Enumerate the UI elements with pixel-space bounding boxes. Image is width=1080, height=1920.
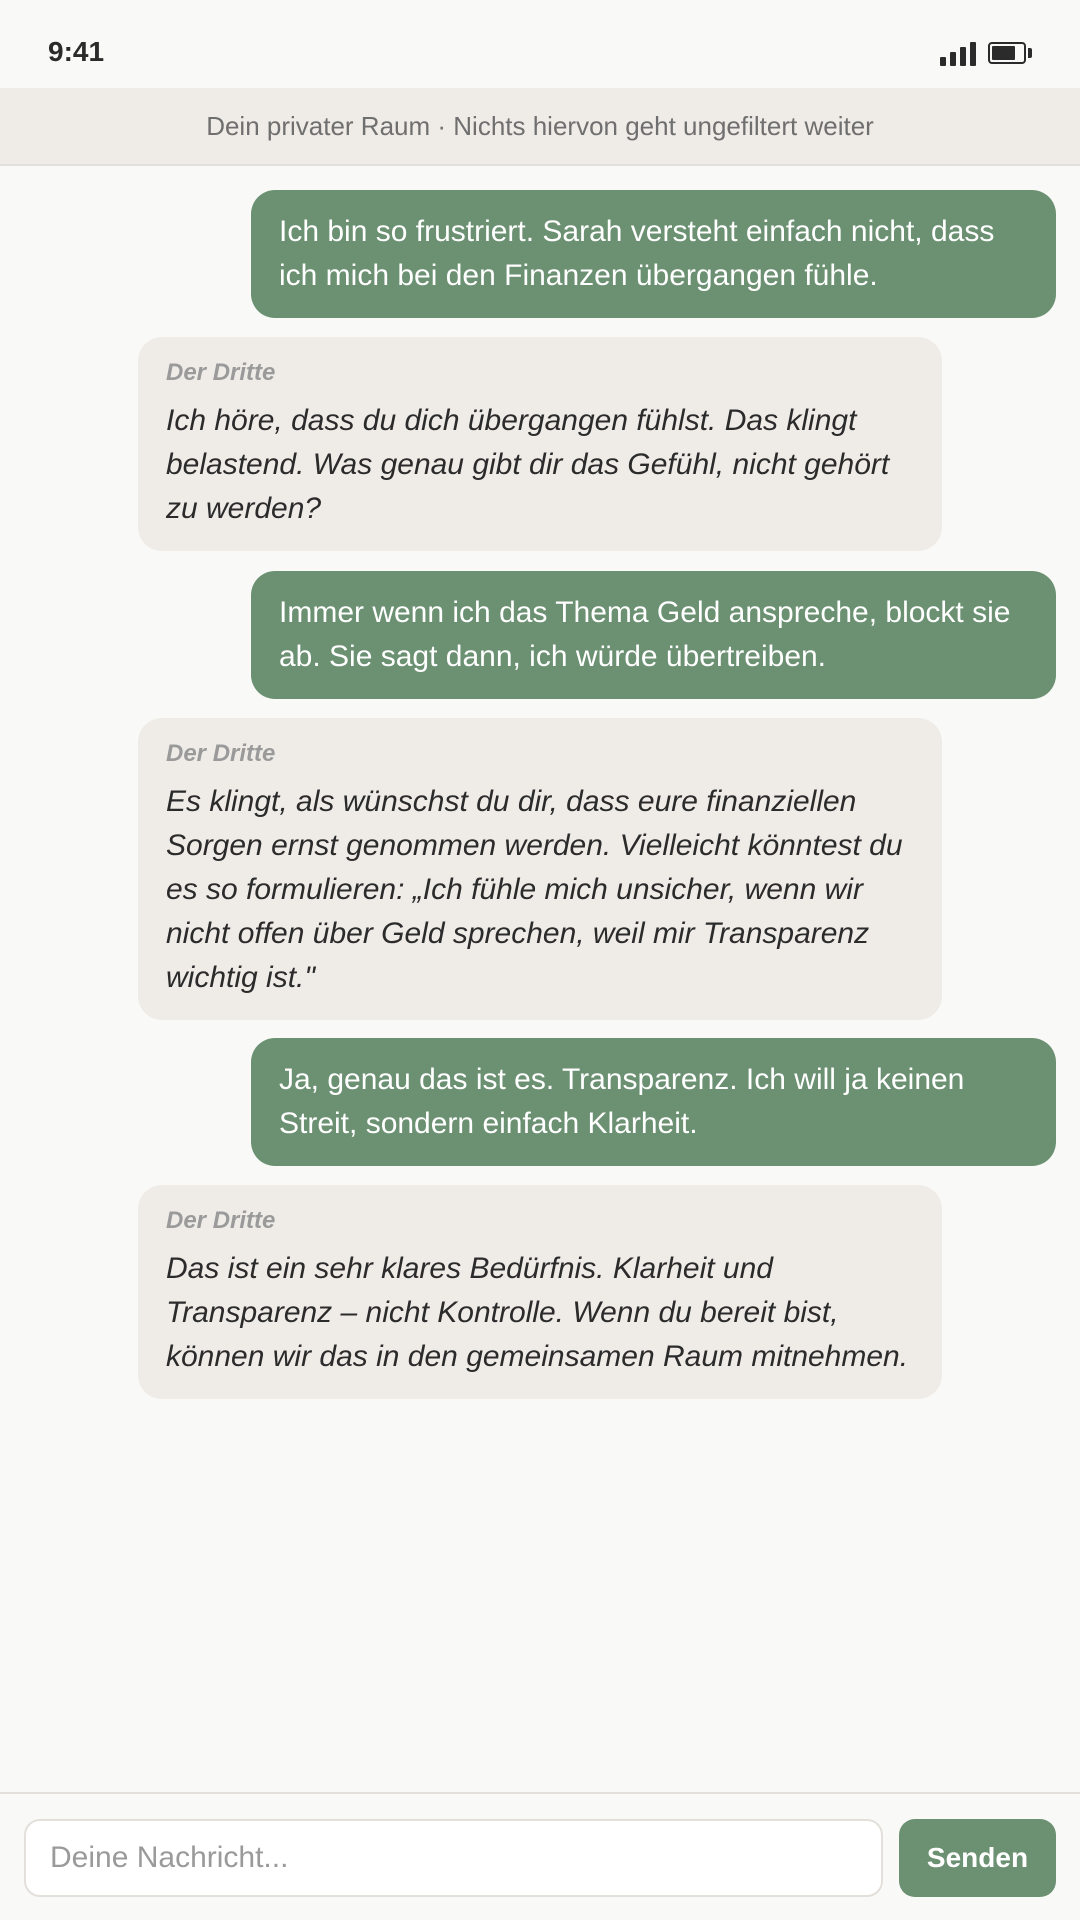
signal-bars-icon <box>940 42 976 66</box>
send-button[interactable]: Senden <box>899 1819 1056 1897</box>
assistant-message <box>138 1185 942 1399</box>
message-text: Immer wenn ich das Thema Geld anspreche, blockt sie ab. Sie sagt dann, ich würde übertreiben. <box>279 596 1011 673</box>
message-author: Der Dritte <box>166 1207 276 1234</box>
privacy-banner <box>0 88 1080 166</box>
message-author: Der Dritte <box>166 740 276 767</box>
privacy-banner-text: Dein privater Raum · Nichts hiervon geht ungefiltert weiter <box>206 110 874 141</box>
message-text: Ja, genau das ist es. Transparenz. Ich will ja keinen Streit, sondern einfach Klarheit. <box>279 1063 965 1140</box>
message-list[interactable] <box>0 166 1080 1792</box>
message-text: Es klingt, als wünschst du dir, dass eure finanziellen Sorgen ernst genommen werden. Vielleicht könntest du es so formulieren: „Ich fühle mich unsicher, wenn wir nicht offen über Geld sprechen, weil mir Transparenz wichtig ist." <box>166 785 903 994</box>
message-text: Ich höre, dass du dich übergangen fühlst. Das klingt belastend. Was genau gibt dir das Gefühl, nicht gehört zu werden? <box>166 404 890 525</box>
message-text: Das ist ein sehr klares Bedürfnis. Klarheit und Transparenz – nicht Kontrolle. Wenn du bereit bist, können wir das in den gemeinsamen Raum mitnehmen. <box>166 1252 909 1373</box>
battery-level <box>992 46 1015 60</box>
message-composer <box>0 1792 1080 1920</box>
message-author: Der Dritte <box>166 359 276 386</box>
user-message <box>251 1038 1056 1166</box>
battery-icon <box>988 42 1026 64</box>
user-message <box>251 190 1056 318</box>
message-text: Ich bin so frustriert. Sarah versteht einfach nicht, dass ich mich bei den Finanzen übergangen fühle. <box>279 215 995 292</box>
status-bar <box>0 0 1080 88</box>
status-time: 9:41 <box>48 36 105 67</box>
message-input[interactable] <box>24 1819 883 1897</box>
battery-tip <box>1028 48 1032 58</box>
assistant-message <box>138 718 942 1020</box>
user-message <box>251 571 1056 699</box>
assistant-message <box>138 337 942 551</box>
